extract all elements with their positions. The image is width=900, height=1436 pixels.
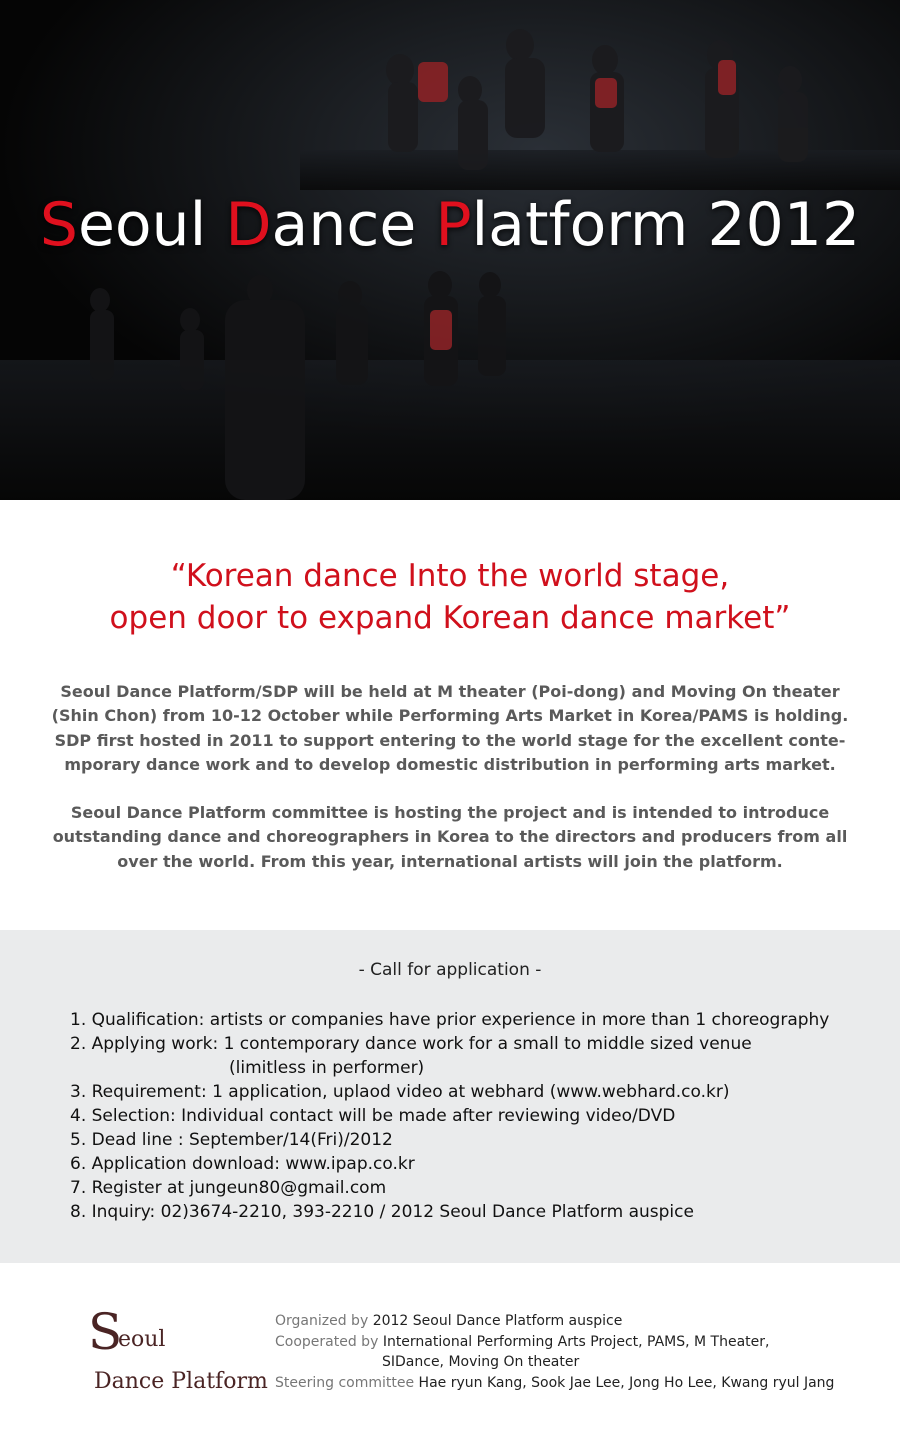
credit-steering xyxy=(275,1373,834,1394)
title-rest-2: ance xyxy=(271,190,436,260)
credit-cooperated-continuation: SIDance, Moving On theater xyxy=(382,1354,580,1370)
hero-title xyxy=(0,190,900,260)
list-item: 1. Qualification: artists or companies have prior experience in more than 1 choreography xyxy=(70,1010,830,1030)
logo-big-s: S xyxy=(88,1303,123,1361)
list-item: 5. Dead line : September/14(Fri)/2012 xyxy=(70,1130,393,1150)
list-item: 6. Application download: www.ipap.co.kr xyxy=(70,1154,415,1174)
organized-value: 2012 Seoul Dance Platform auspice xyxy=(372,1313,623,1329)
list-item-continuation: (limitless in performer) xyxy=(229,1058,425,1078)
title-rest-3: latform 2012 xyxy=(471,190,861,260)
seoul-dance-platform-logo xyxy=(80,1303,270,1397)
call-for-application-section xyxy=(0,930,900,1263)
list-item: 7. Register at jungeun80@gmail.com xyxy=(70,1178,387,1198)
cooperated-value: International Performing Arts Project, PAMS, M Theater, xyxy=(382,1333,770,1350)
title-cap-d: D xyxy=(225,190,272,260)
list-item: 3. Requirement: 1 application, uplaod video at webhard (www.webhard.co.kr) xyxy=(70,1082,730,1102)
steering-label: Steering committee xyxy=(275,1374,415,1391)
steering-value: Hae ryun Kang, Sook Jae Lee, Jong Ho Lee, Kwang ryul Jang xyxy=(418,1374,835,1391)
credits xyxy=(275,1311,834,1393)
credit-organized xyxy=(275,1311,834,1332)
organized-label: Organized by xyxy=(275,1313,369,1329)
call-title: - Call for application - xyxy=(358,960,542,980)
intro-paragraph-2: Seoul Dance Platform committee is hosting the project and is intended to introduce outstanding dance and choreographers in Korea to the directors and producers from all over the world. From this year, international artists will join the platform. xyxy=(52,803,848,871)
intro-paragraph-1: Seoul Dance Platform/SDP will be held at M theater (Poi-dong) and Moving On theater (Shin Chon) from 10-12 October while Performing Arts Market in Korea/PAMS is holding. SDP first hosted in 2011 to support entering to the world stage for the excellent conte-mporary dance work and to develop domestic distribution in performing arts market. xyxy=(51,682,849,774)
list-item: 2. Applying work: 1 contemporary dance work for a small to middle sized venue xyxy=(70,1034,752,1054)
logo-line-2: Dance Platform xyxy=(94,1369,268,1394)
footer xyxy=(0,1265,900,1436)
title-cap-s: S xyxy=(39,190,78,260)
cooperated-label: Cooperated by xyxy=(275,1333,379,1350)
hero-banner xyxy=(0,0,900,500)
credit-cooperated xyxy=(275,1332,834,1353)
list-item: 8. Inquiry: 02)3674-2210, 393-2210 / 2012 Seoul Dance Platform auspice xyxy=(70,1202,694,1222)
list-item: 4. Selection: Individual contact will be made after reviewing video/DVD xyxy=(70,1106,676,1126)
logo-line-1: eoul xyxy=(118,1327,166,1352)
headline-quote xyxy=(0,555,900,639)
quote-line-2: open door to expand Korean dance market” xyxy=(109,600,791,636)
intro-text xyxy=(40,680,860,898)
title-rest-1: eoul xyxy=(77,190,226,260)
title-cap-p: P xyxy=(435,190,472,260)
call-list xyxy=(70,1008,829,1224)
quote-line-1: “Korean dance Into the world stage, xyxy=(170,558,730,594)
